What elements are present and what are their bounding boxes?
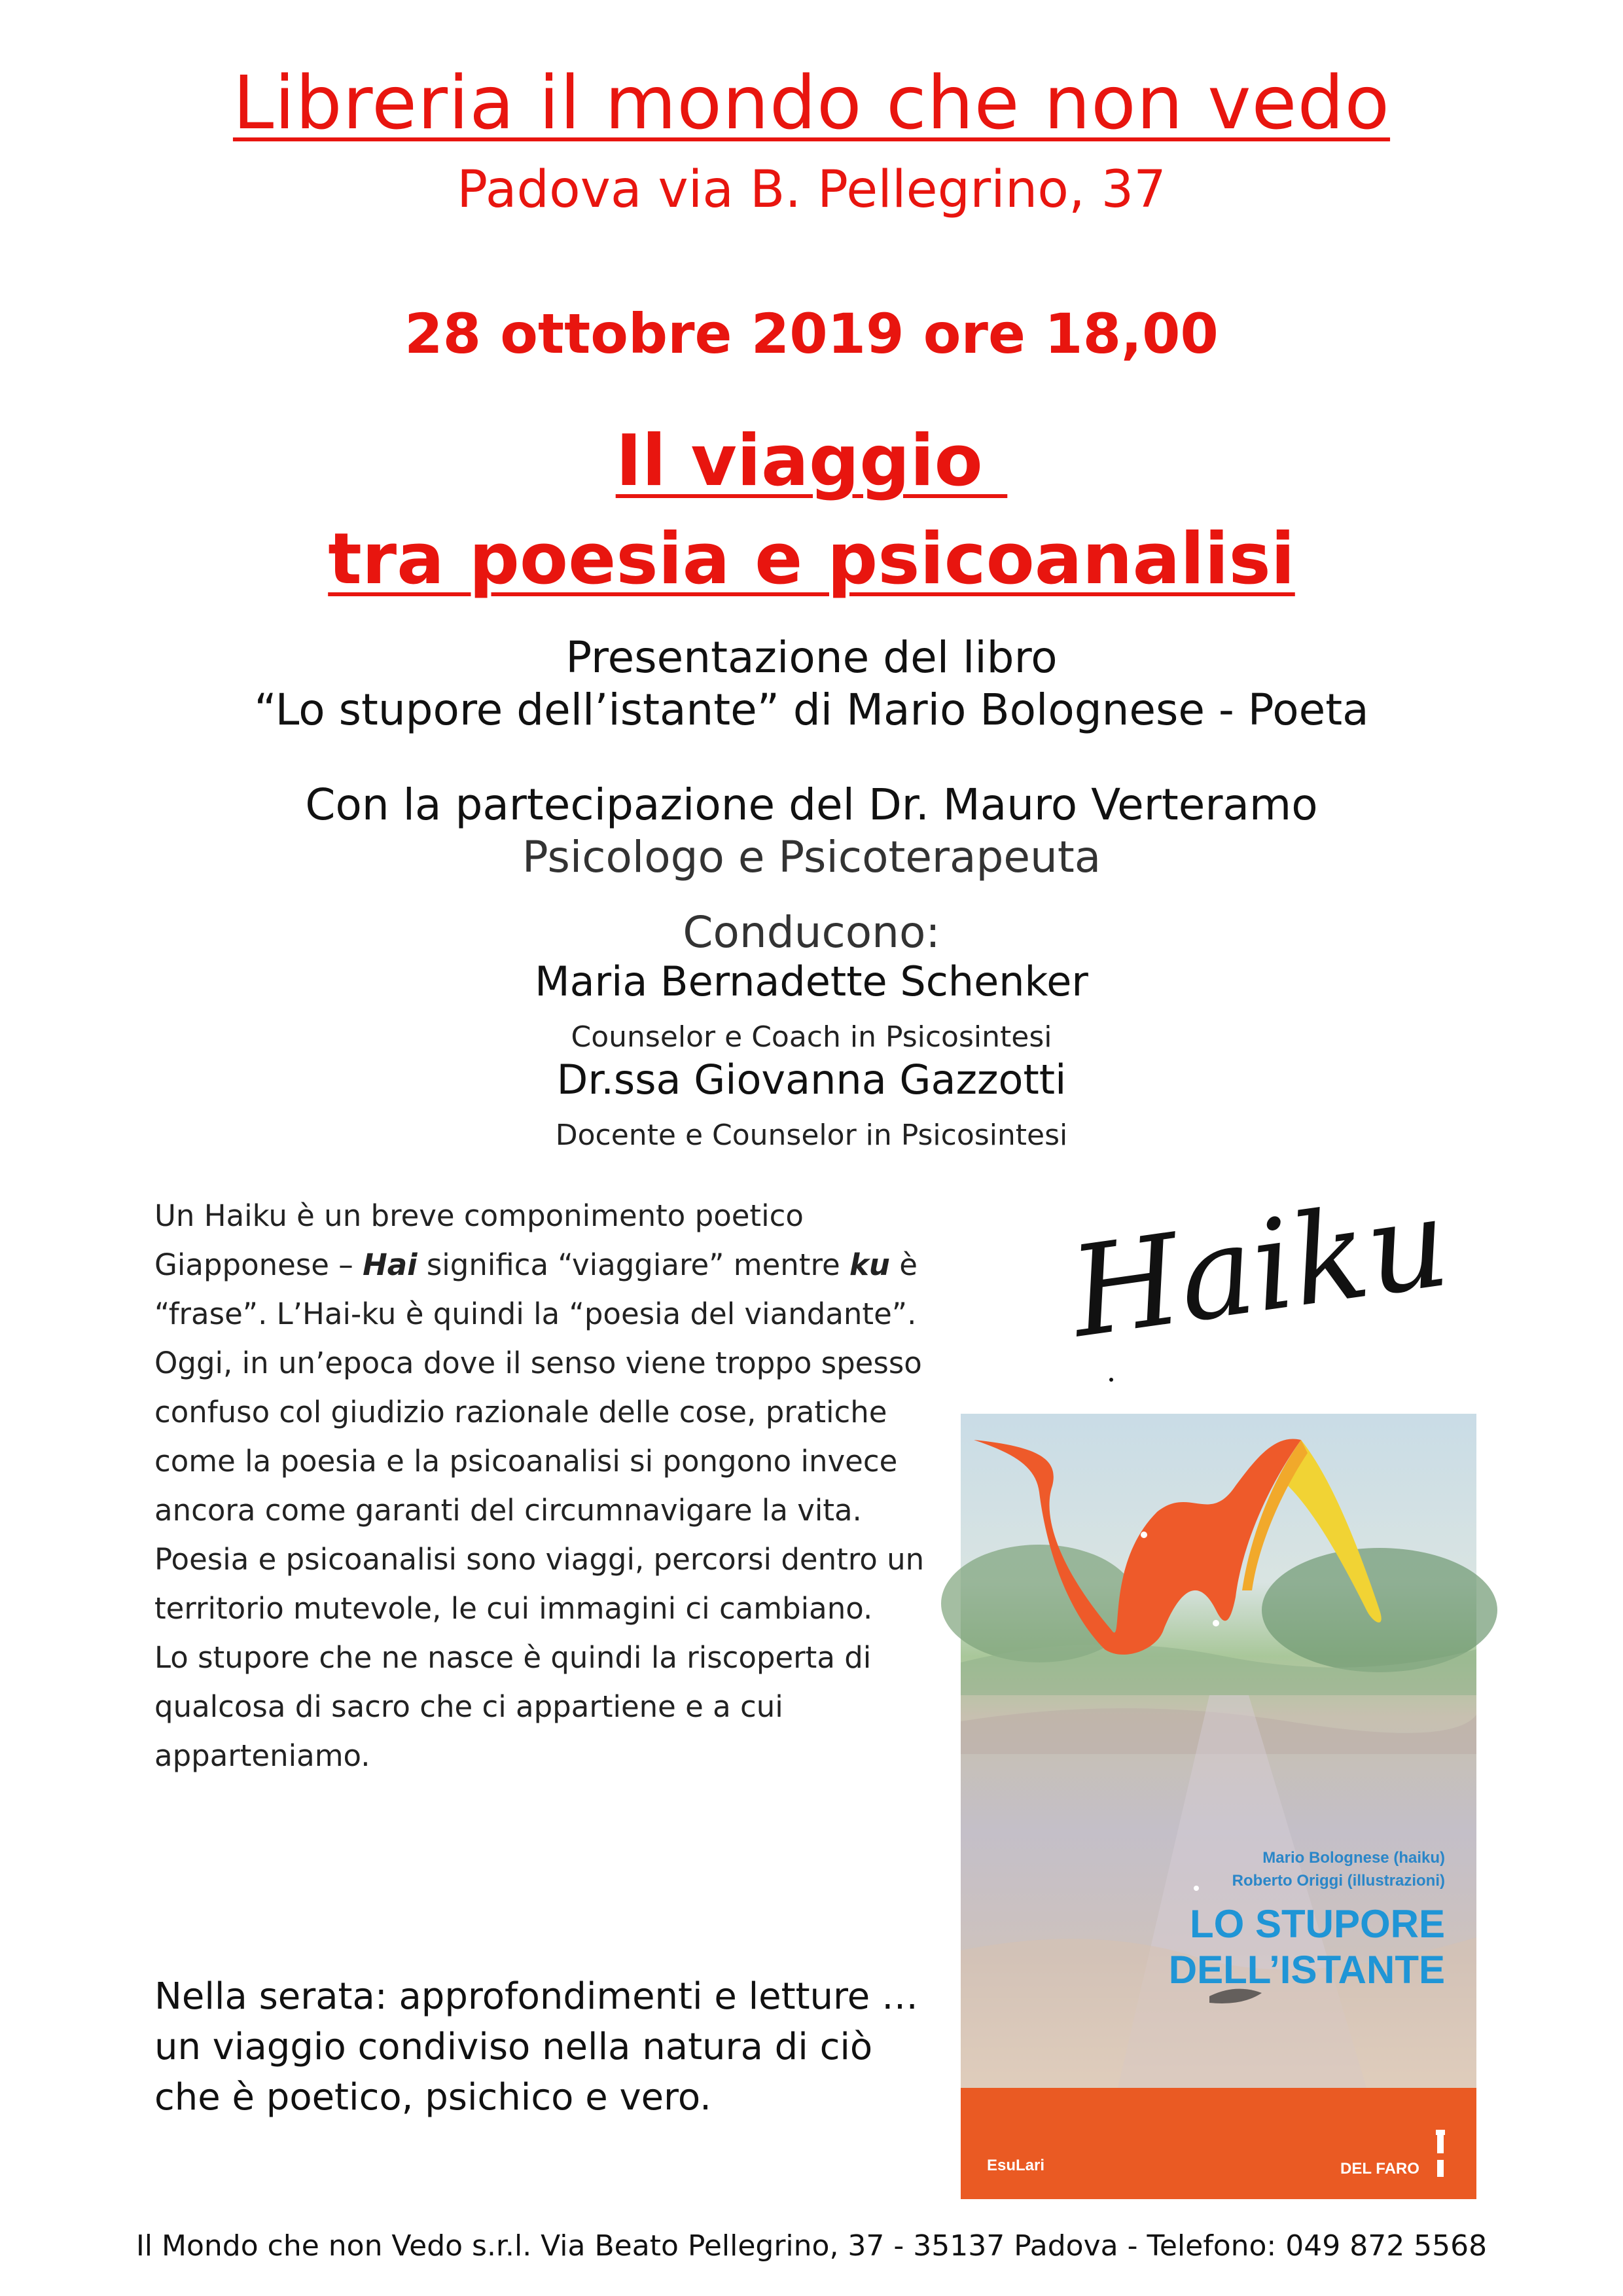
book-cover [961,1414,1476,2199]
host2-role: Docente e Counselor in Psicosintesi [555,1119,1068,1152]
paragraph-haiku-part2: significa “viaggiare” mentre [417,1247,849,1282]
participant-role: Psicologo e Psicoterapeuta [522,832,1101,882]
footer: Il Mondo che non Vedo s.r.l. Via Beato Pellegrino, 37 - 35137 Padova - Telefono: 049 872 5568 [135,2229,1488,2263]
host2-name: Dr.ssa Giovanna Gazzotti [556,1056,1067,1103]
cover-publisher-band [961,2088,1476,2199]
store-name: Libreria il mondo che non vedo [232,61,1391,146]
event-date: 28 ottobre 2019 ore 18,00 [404,302,1219,366]
cover-title-line2: DELL’ISTANTE [1168,1948,1445,1992]
participation-line: Con la partecipazione del Dr. Mauro Verteramo [305,780,1318,830]
hosts-label: Conducono: [683,907,940,958]
paragraph-viaggi: Poesia e psicoanalisi sono viaggi, percorsi dentro un territorio mutevole, le cui immagini ci cambiano. [154,1542,925,1626]
book-title-author: “Lo stupore dell’istante” di Mario Bolognese - Poeta [254,685,1369,735]
paragraph-haiku-part3: è “frase”. L’Hai-ku è quindi la “poesia del viandante”. [154,1247,918,1331]
paragraph-haiku-part1: Un Haiku è un breve componimento poetico Giapponese – [154,1198,804,1282]
haiku-logo-text: Haiku [1062,1169,1457,1366]
host1-role: Counselor e Coach in Psicosintesi [571,1020,1052,1054]
host1-name: Maria Bernadette Schenker [535,958,1088,1005]
store-address: Padova via B. Pellegrino, 37 [457,160,1166,219]
closing-text: Nella serata: approfondimenti e letture … un viaggio condiviso nella natura di ciò che è poetico, psichico e vero. [154,1975,919,2119]
paragraph-oggi: Oggi, in un’epoca dove il senso viene troppo spesso confuso col giudizio razionale delle cose, pratiche come la poesia e la psicoanalisi si pongono invece ancora come garanti del circumnavigare la vita. [154,1346,922,1528]
haiku-logo [1060,1169,1457,1388]
cover-author1: Mario Bolognese (haiku) [1262,1849,1445,1867]
word-hai: Hai [363,1247,418,1282]
event-title-line1: Il viaggio [615,420,1008,502]
cover-author2: Roberto Origgi (illustrazioni) [1232,1872,1445,1890]
paragraph-stupore: Lo stupore che ne nasce è quindi la riscoperta di qualcosa di sacro che ci appartiene e a cui apparteniamo. [154,1640,872,1773]
haiku-handwriting-icon [1060,1169,1457,1388]
cover-publisher1: EsuLari [987,2157,1045,2174]
cover-publisher2: DEL FARO [1340,2160,1419,2178]
cover-title-line1: LO STUPORE [1189,1902,1445,1946]
presentation-intro: Presentazione del libro [565,632,1058,683]
event-title-line2: tra poesia e psicoanalisi [328,518,1295,600]
paragraph-haiku [154,1191,940,1338]
word-ku: ku [849,1247,890,1282]
body-text [154,1191,940,1780]
lighthouse-icon [1433,2127,1448,2179]
